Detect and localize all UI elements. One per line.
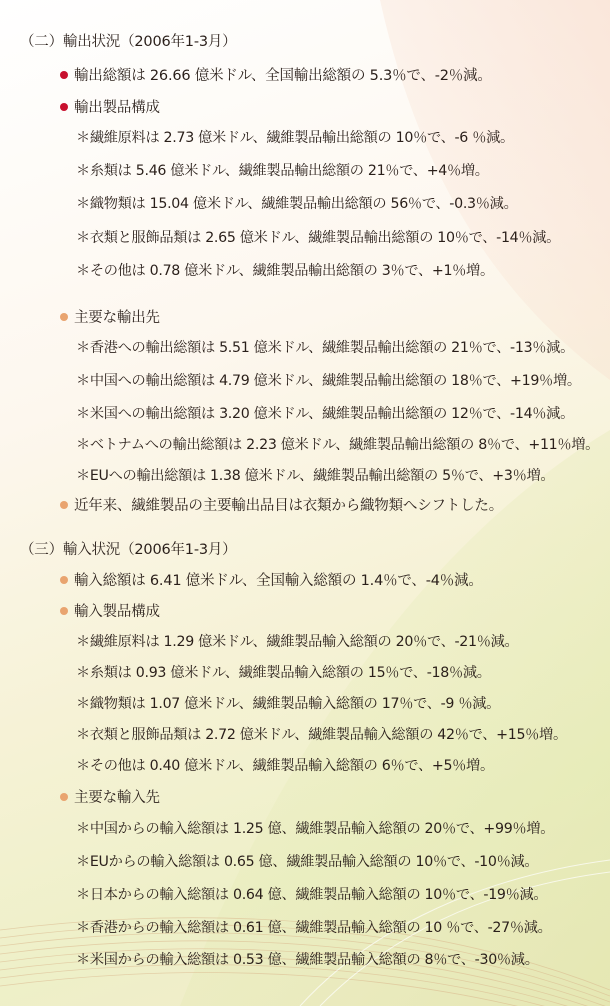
export-destinations-heading-text: 主要な輸出先 [74, 310, 160, 326]
export-products-heading-text: 輸出製品構成 [74, 100, 160, 116]
import-source-item: ＊香港からの輸入総額は 0.61 億、繊維製品輸入総額の 10 ％で、-27％減。 [76, 920, 552, 936]
export-destination-item: ＊中国への輸出総額は 4.79 億米ドル、繊維製品輸出総額の 18％で、+19％増。 [76, 373, 581, 389]
orange-bullet-icon [60, 607, 68, 615]
import-product-item: ＊織物類は 1.07 億米ドル、繊維製品輸入総額の 17％で、-9 ％減。 [76, 696, 500, 712]
export-product-item: ＊繊維原料は 2.73 億米ドル、繊維製品輸出総額の 10％で、-6 ％減。 [76, 130, 514, 146]
import-products-heading-text: 輸入製品構成 [74, 604, 160, 620]
red-bullet-icon [60, 71, 68, 79]
export-product-item: ＊衣類と服飾品類は 2.65 億米ドル、繊維製品輸出総額の 10％で、-14％減。 [76, 230, 561, 246]
orange-bullet-icon [60, 793, 68, 801]
import-product-item: ＊糸類は 0.93 億米ドル、繊維製品輸入総額の 15％で、-18％減。 [76, 665, 491, 681]
export-product-item: ＊糸類は 5.46 億米ドル、繊維製品輸出総額の 21％で、+4％増。 [76, 163, 489, 179]
import-total-text: 輸入総額は 6.41 億米ドル、全国輸入総額の 1.4％で、-4％減。 [74, 573, 483, 589]
import-product-item: ＊その他は 0.40 億米ドル、繊維製品輸入総額の 6％で、+5％増。 [76, 758, 494, 774]
import-sources-heading-text: 主要な輸入先 [74, 790, 160, 806]
import-total-line [60, 569, 483, 590]
orange-bullet-icon [60, 313, 68, 321]
orange-bullet-icon [60, 576, 68, 584]
import-product-item: ＊繊維原料は 1.29 億米ドル、繊維製品輸入総額の 20％で、-21％減。 [76, 634, 519, 650]
orange-bullet-icon [60, 501, 68, 509]
import-products-heading [60, 600, 160, 621]
export-destination-item: ＊EUへの輸出総額は 1.38 億米ドル、繊維製品輸出総額の 5％で、+3％増。 [76, 468, 555, 484]
import-product-item: ＊衣類と服飾品類は 2.72 億米ドル、繊維製品輸入総額の 42％で、+15％増。 [76, 727, 567, 743]
import-sources-heading [60, 786, 160, 807]
export-section-title: （二）輸出状況（2006年1-3月） [20, 34, 237, 50]
export-total-line [60, 64, 492, 85]
export-note-line [60, 494, 503, 515]
import-source-item: ＊日本からの輸入総額は 0.64 億、繊維製品輸入総額の 10％で、-19％減。 [76, 887, 548, 903]
import-source-item: ＊EUからの輸入総額は 0.65 億、繊維製品輸入総額の 10％で、-10％減。 [76, 854, 539, 870]
export-destination-item: ＊ベトナムへの輸出総額は 2.23 億米ドル、繊維製品輸出総額の 8％で、+11％増。 [76, 437, 600, 453]
import-section-title: （三）輸入状況（2006年1-3月） [20, 542, 237, 558]
export-product-item: ＊その他は 0.78 億米ドル、繊維製品輸出総額の 3％で、+1％増。 [76, 263, 494, 279]
red-bullet-icon [60, 103, 68, 111]
export-total-text: 輸出総額は 26.66 億米ドル、全国輸出総額の 5.3％で、-2％減。 [74, 68, 492, 84]
export-note-text: 近年来、繊維製品の主要輸出品目は衣類から織物類へシフトした。 [74, 498, 503, 514]
export-destinations-heading [60, 306, 160, 327]
export-destination-item: ＊米国への輸出総額は 3.20 億米ドル、繊維製品輸出総額の 12％で、-14％減。 [76, 406, 574, 422]
import-source-item: ＊中国からの輸入総額は 1.25 億、繊維製品輸入総額の 20％で、+99％増。 [76, 821, 555, 837]
export-destination-item: ＊香港への輸出総額は 5.51 億米ドル、繊維製品輸出総額の 21％で、-13％減。 [76, 340, 574, 356]
export-product-item: ＊織物類は 15.04 億米ドル、繊維製品輸出総額の 56％で、-0.3％減。 [76, 196, 518, 212]
import-source-item: ＊米国からの輸入総額は 0.53 億、繊維製品輸入総額の 8％で、-30％減。 [76, 952, 539, 968]
export-products-heading [60, 96, 160, 117]
